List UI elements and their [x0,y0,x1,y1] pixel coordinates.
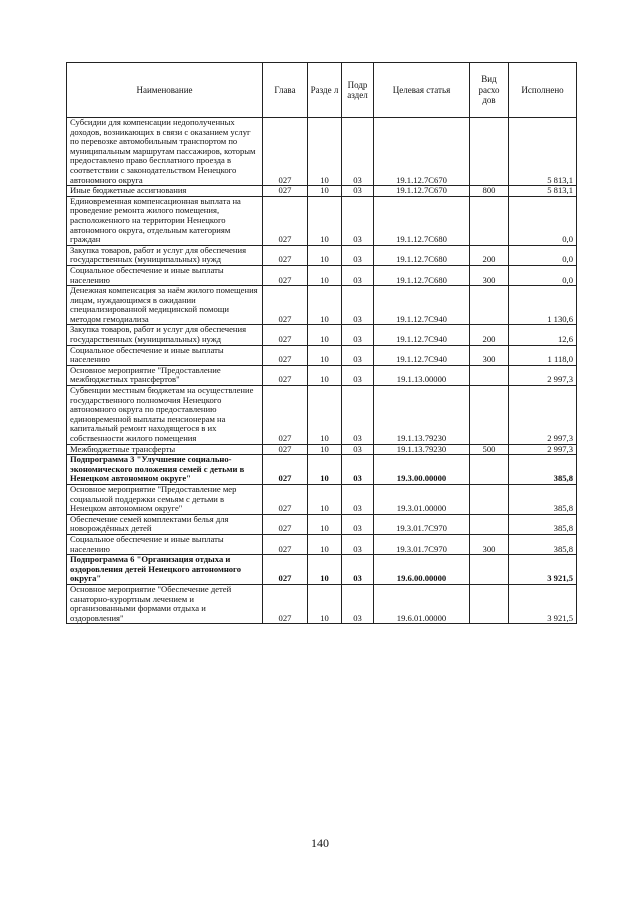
row-chapter: 027 [263,325,308,345]
row-name: Социальное обеспечение и иные выплаты населению [67,345,263,365]
row-section: 10 [308,386,342,445]
table-row [67,444,577,455]
col-header-target: Целевая статья [374,63,470,118]
row-section: 10 [308,196,342,245]
table-row [67,186,577,197]
col-header-executed: Исполнено [509,63,577,118]
row-subsection: 03 [342,365,374,385]
row-name: Социальное обеспечение и иные выплаты населению [67,265,263,285]
row-subsection: 03 [342,555,374,585]
row-subsection: 03 [342,286,374,325]
row-section: 10 [308,455,342,485]
row-chapter: 027 [263,196,308,245]
row-target: 19.1.12.7С940 [374,286,470,325]
table-row [67,118,577,186]
table-row [67,265,577,285]
row-expense-type: 300 [470,345,509,365]
row-expense-type: 500 [470,444,509,455]
row-name: Денежная компенсация за наём жилого помещения лицам, нуждающимся в ожидании специализированной медицинской помощи методом гемодиализа [67,286,263,325]
row-amount: 2 997,3 [509,386,577,445]
row-expense-type: 200 [470,245,509,265]
table-row [67,455,577,485]
table-row [67,325,577,345]
row-chapter: 027 [263,584,308,623]
row-target: 19.1.13.79230 [374,444,470,455]
row-section: 10 [308,555,342,585]
table-row [67,514,577,534]
row-expense-type [470,555,509,585]
row-target: 19.1.12.7С670 [374,186,470,197]
row-amount: 385,8 [509,455,577,485]
row-target: 19.1.12.7С940 [374,325,470,345]
table-row [67,484,577,514]
row-chapter: 027 [263,514,308,534]
row-chapter: 027 [263,365,308,385]
row-target: 19.6.01.00000 [374,584,470,623]
row-subsection: 03 [342,325,374,345]
row-expense-type [470,286,509,325]
row-subsection: 03 [342,514,374,534]
row-target: 19.1.12.7С680 [374,196,470,245]
row-chapter: 027 [263,534,308,554]
row-target: 19.1.13.00000 [374,365,470,385]
row-section: 10 [308,484,342,514]
row-name: Обеспечение семей комплектами белья для новорождённых детей [67,514,263,534]
row-expense-type [470,386,509,445]
row-chapter: 027 [263,118,308,186]
row-target: 19.1.12.7С680 [374,265,470,285]
row-target: 19.3.00.00000 [374,455,470,485]
page-number: 140 [311,836,329,850]
row-name: Закупка товаров, работ и услуг для обеспечения государственных (муниципальных) нужд [67,245,263,265]
row-amount: 1 130,6 [509,286,577,325]
row-amount: 0,0 [509,196,577,245]
row-chapter: 027 [263,286,308,325]
table-row [67,245,577,265]
row-section: 10 [308,265,342,285]
row-chapter: 027 [263,265,308,285]
row-name: Закупка товаров, работ и услуг для обеспечения государственных (муниципальных) нужд [67,325,263,345]
row-chapter: 027 [263,345,308,365]
table-row [67,286,577,325]
row-expense-type: 300 [470,265,509,285]
row-subsection: 03 [342,534,374,554]
row-expense-type [470,484,509,514]
col-header-chapter: Глава [263,63,308,118]
table-row [67,534,577,554]
row-amount: 12,6 [509,325,577,345]
row-expense-type: 800 [470,186,509,197]
row-target: 19.3.01.7С970 [374,534,470,554]
col-header-subsection: Подр аздел [342,63,374,118]
row-section: 10 [308,584,342,623]
row-subsection: 03 [342,186,374,197]
row-chapter: 027 [263,245,308,265]
row-target: 19.1.13.79230 [374,386,470,445]
row-section: 10 [308,345,342,365]
row-name: Иные бюджетные ассигнования [67,186,263,197]
row-subsection: 03 [342,345,374,365]
table-header-row [67,63,577,118]
row-section: 10 [308,325,342,345]
row-chapter: 027 [263,555,308,585]
row-name: Межбюджетные трансферты [67,444,263,455]
table-row [67,555,577,585]
row-amount: 5 813,1 [509,118,577,186]
col-header-expense-type: Вид расхо дов [470,63,509,118]
col-header-section: Разде л [308,63,342,118]
row-name: Подпрограмма 6 "Организация отдыха и оздоровления детей Ненецкого автономного округа" [67,555,263,585]
row-expense-type: 200 [470,325,509,345]
row-amount: 2 997,3 [509,365,577,385]
row-subsection: 03 [342,386,374,445]
row-amount: 3 921,5 [509,555,577,585]
row-amount: 1 118,0 [509,345,577,365]
table-row [67,196,577,245]
row-expense-type: 300 [470,534,509,554]
row-section: 10 [308,444,342,455]
table-row [67,345,577,365]
row-name: Подпрограмма 3 "Улучшение социально-экономического положения семей с детьми в Ненецком автономном округе" [67,455,263,485]
row-section: 10 [308,514,342,534]
row-target: 19.3.01.00000 [374,484,470,514]
row-subsection: 03 [342,455,374,485]
row-name: Основное мероприятие "Предоставление мер социальной поддержки семьям с детьми в Ненецком автономном округе" [67,484,263,514]
row-expense-type [470,118,509,186]
row-section: 10 [308,534,342,554]
row-name: Субсидии для компенсации недополученных доходов, возникающих в связи с оказанием услуг по перевозке автомобильным транспортом по муниципальным маршрутам пассажиров, которым предоставлено право бесплатного проезда в соответствии с законодательством Ненецкого автономного округа [67,118,263,186]
row-expense-type [470,365,509,385]
row-name: Единовременная компенсационная выплата на проведение ремонта жилого помещения, расположенного на территории Ненецкого автономного округа, отдельным категориям граждан [67,196,263,245]
row-section: 10 [308,118,342,186]
row-chapter: 027 [263,455,308,485]
row-subsection: 03 [342,584,374,623]
row-target: 19.6.00.00000 [374,555,470,585]
row-subsection: 03 [342,444,374,455]
row-section: 10 [308,365,342,385]
row-chapter: 027 [263,186,308,197]
row-name: Социальное обеспечение и иные выплаты населению [67,534,263,554]
row-amount: 2 997,3 [509,444,577,455]
table-row [67,386,577,445]
row-subsection: 03 [342,196,374,245]
row-target: 19.3.01.7С970 [374,514,470,534]
row-subsection: 03 [342,118,374,186]
row-subsection: 03 [342,484,374,514]
row-expense-type [470,455,509,485]
row-section: 10 [308,245,342,265]
row-subsection: 03 [342,265,374,285]
row-subsection: 03 [342,245,374,265]
row-expense-type [470,514,509,534]
table-row [67,584,577,623]
table-row [67,365,577,385]
row-amount: 0,0 [509,265,577,285]
row-chapter: 027 [263,484,308,514]
budget-table [66,62,577,624]
row-section: 10 [308,286,342,325]
row-name: Основное мероприятие "Предоставление межбюджетных трансфертов" [67,365,263,385]
row-chapter: 027 [263,386,308,445]
row-expense-type [470,584,509,623]
row-section: 10 [308,186,342,197]
row-target: 19.1.12.7С940 [374,345,470,365]
row-name: Субвенции местным бюджетам на осуществление государственного полномочия Ненецкого автономного округа по предоставлению единовременной выплаты пенсионерам на капитальный ремонт находящегося в их собственности жилого помещения [67,386,263,445]
row-name: Основное мероприятие "Обеспечение детей санаторно-курортным лечением и организованными формами отдыха и оздоровления" [67,584,263,623]
row-amount: 385,8 [509,514,577,534]
row-target: 19.1.12.7С670 [374,118,470,186]
row-amount: 385,8 [509,534,577,554]
row-chapter: 027 [263,444,308,455]
col-header-name: Наименование [67,63,263,118]
row-amount: 5 813,1 [509,186,577,197]
row-amount: 3 921,5 [509,584,577,623]
row-target: 19.1.12.7С680 [374,245,470,265]
row-expense-type [470,196,509,245]
row-amount: 385,8 [509,484,577,514]
row-amount: 0,0 [509,245,577,265]
